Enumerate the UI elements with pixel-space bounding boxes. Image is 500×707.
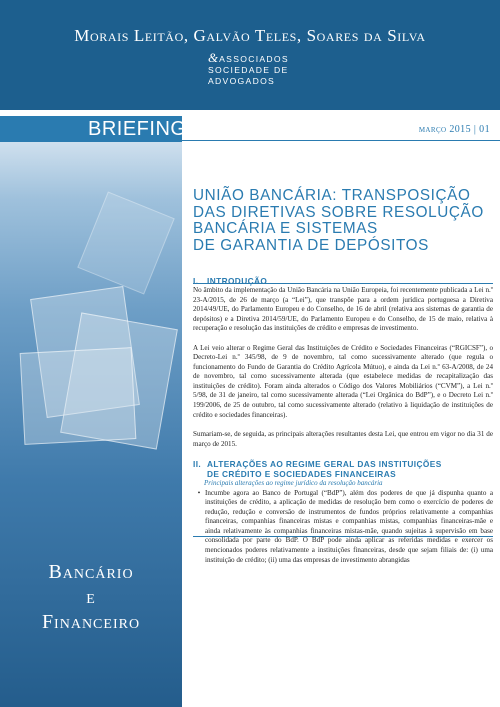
section2-title-line2: DE CRÉDITO E SOCIEDADES FINANCEIRAS — [207, 469, 397, 480]
bullet-text: Incumbe agora ao Banco de Portugal (“BdP”), além dos poderes de que já dispunha quanto a instituições de crédito, a aplicação de medidas de resolução bem como o exercício de poderes de redução, redução e conversão de instrumentos de fundos próprios relativamente a companhias financeiras, companhias financeiras mistas e companhias mistas, companhias financeiras-mãe e ainda relativamente às companhias financeiras mistas-mãe, quando sujeitas à supervisão em base consolidada por parte do BdP. O BdP pode ainda aplicar as referidas medidas e exercer os mencionados poderes relativamente a instituições financeiras, desde que sejam filiais de: (i) uma instituição de crédito; (ii) uma das empresas de investimento abrangidas — [205, 488, 493, 564]
assoc-label: ASSOCIADOS — [219, 54, 289, 64]
firm-subtitle-line3: ADVOGADOS — [208, 76, 276, 86]
article-title-line1: UNIÃO BANCÁRIA: TRANSPOSIÇÃO — [193, 187, 471, 205]
article-title-line4: DE GARANTIA DE DEPÓSITOS — [193, 236, 429, 254]
firm-subtitle-line1 — [208, 52, 289, 65]
article-title-line3: BANCÁRIA E SISTEMAS — [193, 220, 378, 238]
practice-area-line2: e — [86, 586, 96, 608]
firm-header — [0, 0, 500, 110]
section2-heading — [193, 459, 493, 469]
document-sheet-icon — [20, 347, 137, 445]
list-item — [193, 489, 493, 565]
intro-paragraph-2: A Lei veio alterar o Regime Geral das Instituições de Crédito e Sociedades Financeiras (“RGICSF”), o Decreto-Lei n.º 345/98, de 9 de novembro, tal como sucessivamente alterado (que regula o funcionamento do Fundo de Garantia do Crédito Agrícola Mútuo), e ainda da Lei n.º 63-A/2008, de 24 de novembro, tal como sucessivamente alterada (que estabelece medidas de recapitalização das instituições de crédito). Foram ainda alterados o Código dos Valores Mobiliários (“CVM”), a Lei n.º 5/98, de 31 de janeiro, tal como sucessivamente alterada (“Lei Orgânica do BdP”), e o Decreto Lei n.º 199/2006, de 25 de outubro, tal como sucessivamente alterado (relativo à liquidação de instituições de crédito e sociedades financeiras). — [193, 343, 493, 419]
article-body — [193, 276, 493, 565]
sidebar-image — [0, 142, 182, 707]
practice-area-line1: Bancário — [48, 561, 134, 583]
ampersand: & — [208, 50, 219, 65]
practice-area-line3: Financeiro — [41, 611, 141, 633]
briefing-label: BRIEFING — [88, 118, 187, 140]
firm-subtitle-line2: SOCIEDADE DE — [208, 65, 289, 75]
section2-subheading: Principais alterações ao regime jurídico da resolução bancária — [204, 479, 383, 488]
section1-number: I. — [193, 276, 199, 286]
section1-title: INTRODUÇÃO — [207, 276, 268, 286]
article-title — [193, 188, 493, 254]
bullet-icon: • — [197, 488, 201, 497]
firm-subtitle — [208, 52, 289, 87]
intro-paragraph-1: No âmbito da implementação da União Bancária na União Europeia, foi recentemente publicada a Lei n.º 23-A/2015, de 26 de março (a “Lei”), que transpõe para a ordem jurídica portuguesa a Diretiva 2014/49/UE, do Parlamento Europeu e do Conselho, de 16 de abril (relativa aos sistemas de garantia de depósitos) e a Diretiva 2014/59/UE, do Parlamento Europeu e do Conselho, de 15 de maio, relativa à recuperação e resolução das instituições de crédito e empresas de investimento. — [193, 286, 493, 333]
date-divider — [182, 140, 500, 141]
firm-name: Morais Leitão, Galvão Teles, Soares da Silva — [74, 26, 426, 45]
article-title-line2: DAS DIRETIVAS SOBRE RESOLUÇÃO — [193, 203, 484, 221]
intro-paragraph-3: Sumariam-se, de seguida, as principais alterações resultantes desta Lei, que entrou em vigor no dia 31 de março de 2015. — [193, 430, 493, 448]
issue-date: março 2015 | 01 — [418, 124, 490, 135]
practice-area-title — [0, 560, 182, 635]
section2-number: II. — [193, 459, 202, 470]
section1-heading — [193, 276, 493, 286]
document-sheet-icon — [77, 191, 174, 294]
section2-title-line1: ALTERAÇÕES AO REGIME GERAL DAS INSTITUIÇÕES — [207, 459, 442, 470]
